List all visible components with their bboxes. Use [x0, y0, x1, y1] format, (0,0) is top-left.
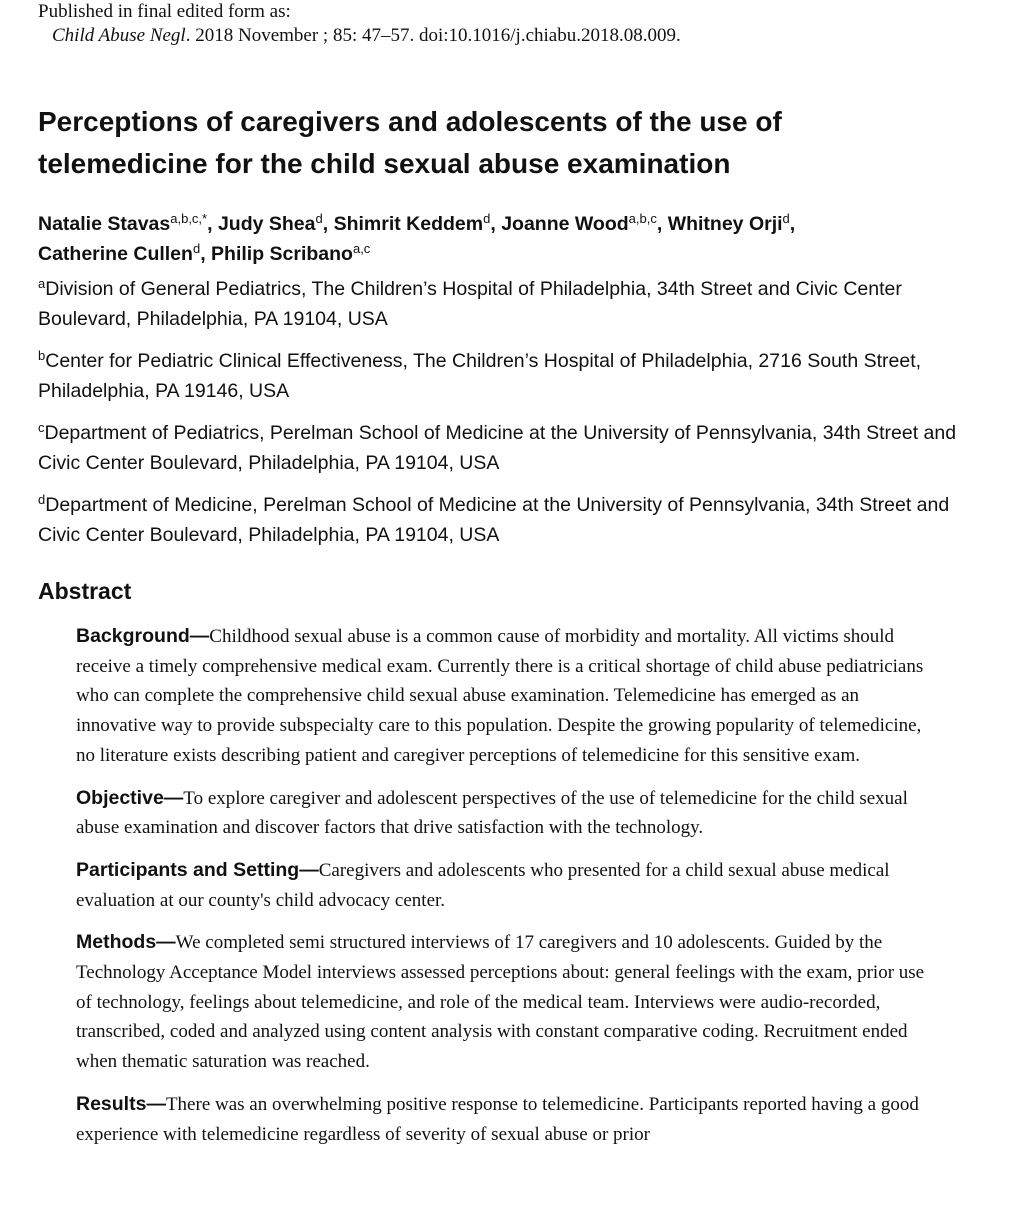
- section-label: Background—: [76, 625, 210, 647]
- journal-name: Child Abuse Negl: [52, 25, 186, 46]
- author-affiliation-marks: a,c: [352, 240, 371, 256]
- affiliation: [38, 346, 978, 406]
- abstract-results: [76, 1090, 936, 1149]
- section-label: Participants and Setting—: [76, 858, 319, 881]
- author[interactable]: Judy Shea$^d$: [217, 210, 323, 235]
- section-text: We completed semi structured interviews of 17 caregivers and 10 adolescents. Guided by the Technology Acceptance Model interviews assessed perceptions about: general feelings with the exam, prior use of technology, feelings about telemedicine, and role of the medical team. Interviews were audio-recorded, transcribed, coded and analyzed using content analysis with constant comparative coding. Recruitment ended when thematic saturation was reached.: [76, 932, 925, 1073]
- abstract-objective: [76, 784, 936, 843]
- section-text: Childhood sexual abuse is a common cause of morbidity and mortality. All victims should receive a timely comprehensive medical exam. Currently there is a critical shortage of child abuse pediatricians who can complete the comprehensive child sexual abuse examination. Telemedicine has emerged as an innovative way to provide subspecialty care to this population. Despite the growing popularity of telemedicine, no literature exists describing patient and caregiver perceptions of telemedicine for this sensitive exam.: [76, 626, 924, 766]
- author-affiliation-marks: a,b,c,*: [170, 210, 208, 226]
- article-title-line-2: telemedicine for the child sexual abuse examination: [38, 148, 731, 179]
- abstract-body: [76, 622, 936, 1162]
- affiliation: [38, 490, 978, 550]
- author[interactable]: Shimrit Keddem$^d$: [333, 210, 491, 235]
- author-affiliation-marks: d: [315, 210, 323, 226]
- author[interactable]: Catherine Cullen$^d$: [38, 240, 201, 265]
- affiliation-text: Division of General Pediatrics, The Children’s Hospital of Philadelphia, 34th Street and Civic Center Boulevard, Philadelphia, PA 19104, USA: [38, 278, 902, 330]
- author-affiliation-marks: d: [192, 240, 201, 256]
- author-affiliation-marks: d: [483, 210, 491, 226]
- affiliation-text: Center for Pediatric Clinical Effectiveness, The Children’s Hospital of Philadelphia, 2716 South Street, Philadelphia, PA 19146, USA: [38, 350, 922, 402]
- citation-details: . 2018 November ; 85: 47–57. doi:10.1016/j.chiabu.2018.08.009.: [185, 25, 681, 46]
- affiliation: [38, 274, 978, 334]
- affiliation-text: Department of Medicine, Perelman School of Medicine at the University of Pennsylvania, 34th Street and Civic Center Boulevard, Philadelphia, PA 19104, USA: [38, 494, 950, 546]
- section-label: Methods—: [76, 931, 176, 954]
- affiliation-text: Department of Pediatrics, Perelman School of Medicine at the University of Pennsylvania, 34th Street and Civic Center Boulevard, Philadelphia, PA 19104, USA: [38, 422, 957, 474]
- section-text: To explore caregiver and adolescent perspectives of the use of telemedicine for the child sexual abuse examination and discover factors that drive satisfaction with the technology.: [76, 787, 908, 839]
- citation-line: [38, 24, 998, 48]
- author[interactable]: Whitney Orji$^d$: [667, 210, 790, 235]
- section-label: Results—: [76, 1092, 166, 1115]
- article-title: [38, 101, 978, 185]
- abstract-participants-setting: [76, 856, 936, 915]
- author[interactable]: Natalie Stavas$^{a,b,c,*}$: [38, 210, 208, 235]
- author-affiliation-marks: d: [782, 210, 790, 226]
- affiliation-mark: b: [38, 347, 46, 363]
- abstract-methods: [76, 928, 936, 1077]
- publication-info: [38, 0, 998, 48]
- section-text: Caregivers and adolescents who presented for a child sexual abuse medical evaluation at our county's child advocacy center.: [76, 859, 890, 911]
- author-list: Natalie Stavas$^{a,b,c,*}$, Judy Shea$^d$, Shimrit Keddem$^d$, Joanne Wood$^{a,b,c}$, Whitney Orji$^d$, Catherine Cullen$^d$, Philip Scribano$^{a,c}$: [38, 210, 796, 265]
- affiliation-mark: c: [38, 419, 45, 435]
- article-title-line-1: Perceptions of caregivers and adolescents of the use of: [38, 106, 782, 137]
- affiliation-mark: a: [38, 275, 46, 291]
- author-affiliation-marks: a,b,c: [628, 210, 657, 226]
- section-text: There was an overwhelming positive response to telemedicine. Participants reported having a good experience with telemedicine regardless of severity of sexual abuse or prior: [76, 1093, 919, 1145]
- affiliation-list: [38, 274, 978, 562]
- abstract-background: [76, 622, 936, 771]
- author[interactable]: Joanne Wood$^{a,b,c}$: [501, 210, 657, 235]
- author[interactable]: Philip Scribano$^{a,c}$: [211, 240, 371, 265]
- affiliation: [38, 418, 978, 478]
- section-label: Objective—: [76, 786, 184, 809]
- abstract-heading: Abstract: [38, 578, 132, 604]
- publication-label: Published in final edited form as:: [38, 1, 291, 22]
- affiliation-mark: d: [38, 491, 46, 507]
